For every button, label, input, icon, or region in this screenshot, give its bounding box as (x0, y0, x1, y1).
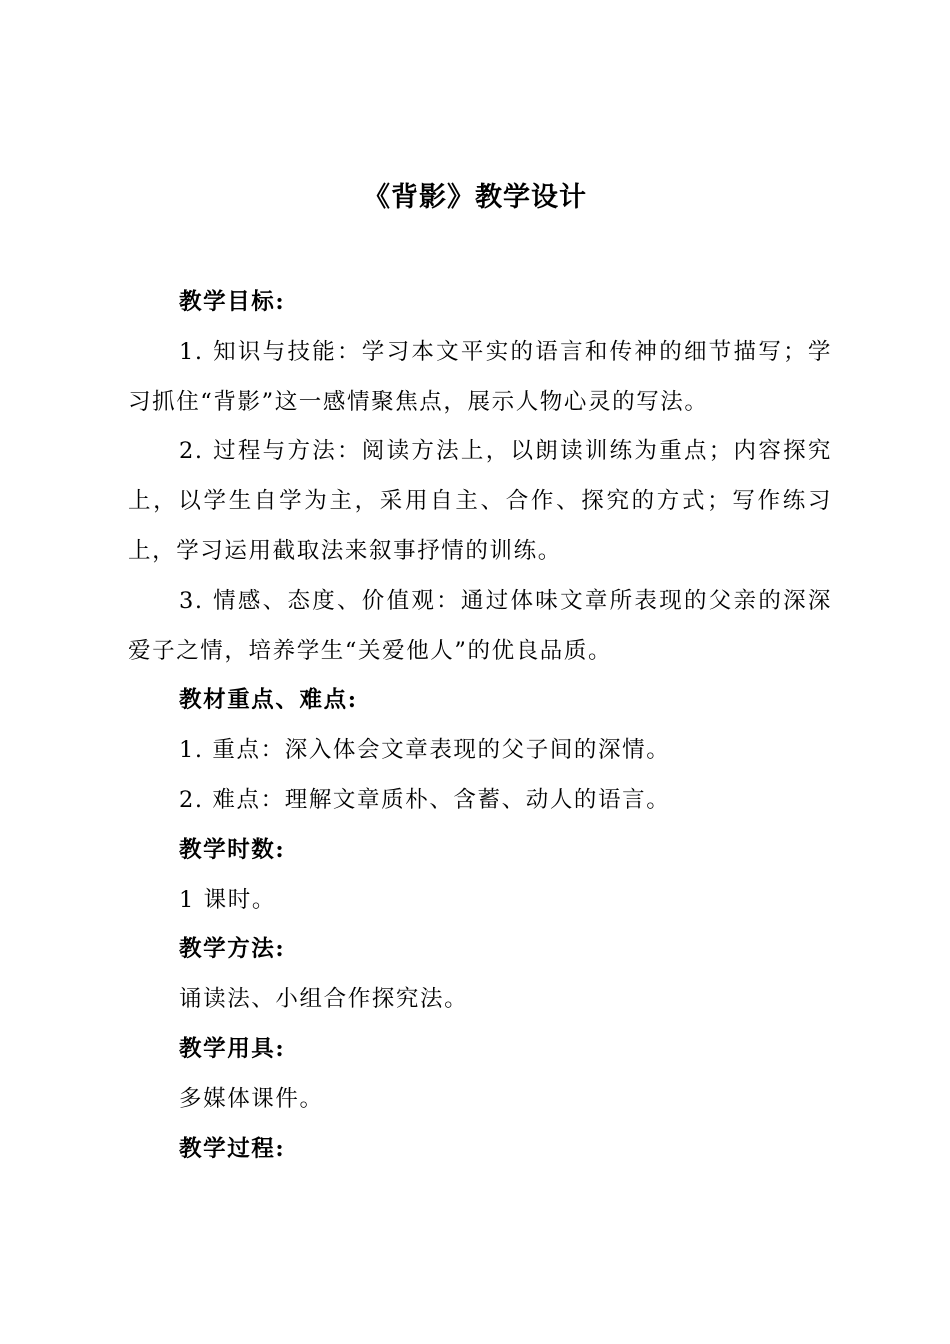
key-point-item: 2. 难点：理解文章质朴、含蓄、动人的语言。 (179, 786, 671, 813)
section-heading-key-points: 教材重点、难点: (179, 687, 358, 714)
tools-text: 多媒体课件。 (179, 1085, 324, 1112)
section-heading-process: 教学过程: (179, 1135, 286, 1162)
section-heading-objectives: 教学目标: (179, 289, 286, 315)
key-point-item: 1. 重点：深入体会文章表现的父子间的深情。 (179, 737, 671, 764)
objective-item: 1. 知识与技能：学习本文平实的语言和传神的细节描写；学习抓住“背影”这一感情聚焦点，展示人物心灵的写法。 (128, 338, 832, 415)
section-heading-methods: 教学方法: (179, 936, 286, 963)
document-title: 《背影》教学设计 (363, 182, 587, 213)
objective-item: 2. 过程与方法：阅读方法上，以朗读训练为重点；内容探究上，以学生自学为主，采用自主、合作、探究的方式；写作练习上，学习运用截取法来叙事抒情的训练。 (128, 438, 832, 564)
document-body (128, 278, 832, 1174)
methods-text: 诵读法、小组合作探究法。 (179, 986, 469, 1013)
objective-item: 3. 情感、态度、价值观：通过体味文章所表现的父亲的深深爱子之情，培养学生“关爱他人”的优良品质。 (128, 587, 832, 664)
section-heading-tools: 教学用具: (179, 1035, 286, 1062)
class-hours-text: 1 课时。 (179, 886, 276, 913)
section-heading-class-hours: 教学时数: (179, 836, 286, 863)
